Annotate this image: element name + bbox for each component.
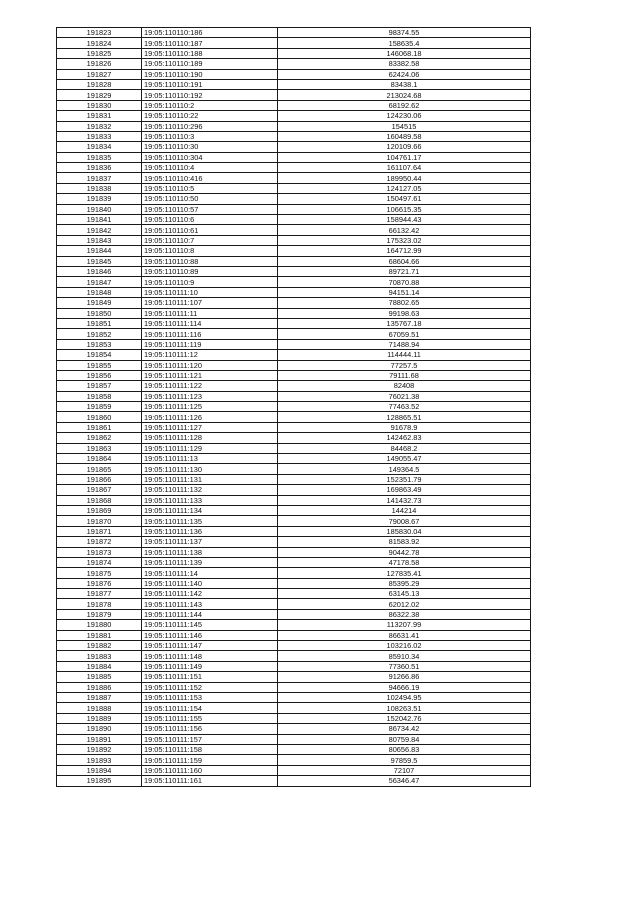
row-number-cell: 191841	[57, 215, 142, 225]
value-cell: 213024.68	[278, 90, 531, 100]
table-row	[57, 412, 531, 422]
cadastral-number-cell: 19:05:110111:137	[142, 537, 278, 547]
value-cell: 86631.41	[278, 630, 531, 640]
row-number-cell: 191859	[57, 402, 142, 412]
row-number-cell: 191855	[57, 360, 142, 370]
value-cell: 79008.67	[278, 516, 531, 526]
value-cell: 144214	[278, 505, 531, 515]
value-cell: 160489.58	[278, 131, 531, 141]
cadastral-number-cell: 19:05:110111:152	[142, 682, 278, 692]
row-number-cell: 191886	[57, 682, 142, 692]
value-cell: 146068.18	[278, 48, 531, 58]
row-number-cell: 191828	[57, 79, 142, 89]
cadastral-number-cell: 19:05:110111:13	[142, 454, 278, 464]
table-row	[57, 454, 531, 464]
cadastral-number-cell: 19:05:110111:128	[142, 433, 278, 443]
cadastral-number-cell: 19:05:110110:304	[142, 152, 278, 162]
cadastral-number-cell: 19:05:110111:131	[142, 474, 278, 484]
table-row	[57, 79, 531, 89]
table-row	[57, 370, 531, 380]
table-row	[57, 557, 531, 567]
table-row	[57, 402, 531, 412]
table-row	[57, 69, 531, 79]
table-row	[57, 339, 531, 349]
value-cell: 154515	[278, 121, 531, 131]
cadastral-number-cell: 19:05:110111:155	[142, 713, 278, 723]
cadastral-number-cell: 19:05:110111:107	[142, 298, 278, 308]
cadastral-number-cell: 19:05:110110:4	[142, 163, 278, 173]
table-row	[57, 277, 531, 287]
row-number-cell: 191845	[57, 256, 142, 266]
table-row	[57, 776, 531, 786]
table-row	[57, 464, 531, 474]
value-cell: 106615.35	[278, 204, 531, 214]
value-cell: 103216.02	[278, 641, 531, 651]
cadastral-number-cell: 19:05:110111:127	[142, 422, 278, 432]
value-cell: 120109.66	[278, 142, 531, 152]
cadastral-number-cell: 19:05:110111:144	[142, 609, 278, 619]
value-cell: 94666.19	[278, 682, 531, 692]
table-row	[57, 38, 531, 48]
row-number-cell: 191850	[57, 308, 142, 318]
table-row	[57, 266, 531, 276]
value-cell: 158635.4	[278, 38, 531, 48]
table-row	[57, 225, 531, 235]
value-cell: 85395.29	[278, 578, 531, 588]
cadastral-number-cell: 19:05:110111:154	[142, 703, 278, 713]
row-number-cell: 191846	[57, 266, 142, 276]
value-cell: 175323.02	[278, 235, 531, 245]
value-cell: 78802.65	[278, 298, 531, 308]
table-row	[57, 215, 531, 225]
row-number-cell: 191823	[57, 28, 142, 38]
value-cell: 94151.14	[278, 287, 531, 297]
table-row	[57, 630, 531, 640]
value-cell: 161107.64	[278, 163, 531, 173]
table-row	[57, 599, 531, 609]
table-row	[57, 142, 531, 152]
row-number-cell: 191871	[57, 526, 142, 536]
table-row	[57, 350, 531, 360]
cadastral-number-cell: 19:05:110111:160	[142, 765, 278, 775]
value-cell: 56346.47	[278, 776, 531, 786]
value-cell: 86322.38	[278, 609, 531, 619]
cadastral-number-cell: 19:05:110111:10	[142, 287, 278, 297]
row-number-cell: 191866	[57, 474, 142, 484]
value-cell: 99198.63	[278, 308, 531, 318]
value-cell: 77257.5	[278, 360, 531, 370]
table-row	[57, 100, 531, 110]
value-cell: 113207.99	[278, 620, 531, 630]
cadastral-number-cell: 19:05:110111:126	[142, 412, 278, 422]
value-cell: 142462.83	[278, 433, 531, 443]
cadastral-number-cell: 19:05:110111:120	[142, 360, 278, 370]
row-number-cell: 191877	[57, 589, 142, 599]
cadastral-number-cell: 19:05:110111:142	[142, 589, 278, 599]
cadastral-number-cell: 19:05:110110:5	[142, 183, 278, 193]
cadastral-number-cell: 19:05:110111:135	[142, 516, 278, 526]
value-cell: 62424.06	[278, 69, 531, 79]
cadastral-number-cell: 19:05:110110:9	[142, 277, 278, 287]
value-cell: 124230.06	[278, 111, 531, 121]
table-row	[57, 204, 531, 214]
row-number-cell: 191824	[57, 38, 142, 48]
row-number-cell: 191856	[57, 370, 142, 380]
value-cell: 90442.78	[278, 547, 531, 557]
row-number-cell: 191847	[57, 277, 142, 287]
value-cell: 152351.79	[278, 474, 531, 484]
row-number-cell: 191865	[57, 464, 142, 474]
cadastral-number-cell: 19:05:110111:114	[142, 318, 278, 328]
table-row	[57, 765, 531, 775]
row-number-cell: 191830	[57, 100, 142, 110]
cadastral-number-cell: 19:05:110110:296	[142, 121, 278, 131]
table-row	[57, 111, 531, 121]
value-cell: 127835.41	[278, 568, 531, 578]
cadastral-number-cell: 19:05:110110:8	[142, 246, 278, 256]
row-number-cell: 191849	[57, 298, 142, 308]
row-number-cell: 191893	[57, 755, 142, 765]
table-row	[57, 433, 531, 443]
value-cell: 108263.51	[278, 703, 531, 713]
value-cell: 80759.84	[278, 734, 531, 744]
table-row	[57, 152, 531, 162]
row-number-cell: 191857	[57, 381, 142, 391]
row-number-cell: 191875	[57, 568, 142, 578]
cadastral-number-cell: 19:05:110111:161	[142, 776, 278, 786]
row-number-cell: 191861	[57, 422, 142, 432]
value-cell: 67059.51	[278, 329, 531, 339]
row-number-cell: 191853	[57, 339, 142, 349]
cadastral-number-cell: 19:05:110111:14	[142, 568, 278, 578]
table-row	[57, 443, 531, 453]
row-number-cell: 191851	[57, 318, 142, 328]
row-number-cell: 191862	[57, 433, 142, 443]
value-cell: 135767.18	[278, 318, 531, 328]
value-cell: 84468.2	[278, 443, 531, 453]
value-cell: 86734.42	[278, 724, 531, 734]
table-body	[57, 28, 531, 787]
table-row	[57, 246, 531, 256]
table-row	[57, 672, 531, 682]
cadastral-number-cell: 19:05:110110:30	[142, 142, 278, 152]
table-row	[57, 381, 531, 391]
value-cell: 185830.04	[278, 526, 531, 536]
row-number-cell: 191880	[57, 620, 142, 630]
value-cell: 114444.11	[278, 350, 531, 360]
cadastral-number-cell: 19:05:110111:146	[142, 630, 278, 640]
cadastral-number-cell: 19:05:110110:2	[142, 100, 278, 110]
table-row	[57, 235, 531, 245]
value-cell: 83438.1	[278, 79, 531, 89]
cadastral-number-cell: 19:05:110111:125	[142, 402, 278, 412]
value-cell: 164712.99	[278, 246, 531, 256]
table-row	[57, 298, 531, 308]
table-row	[57, 329, 531, 339]
table-row	[57, 713, 531, 723]
table-row	[57, 360, 531, 370]
table-row	[57, 568, 531, 578]
row-number-cell: 191832	[57, 121, 142, 131]
row-number-cell: 191839	[57, 194, 142, 204]
table-row	[57, 163, 531, 173]
cadastral-number-cell: 19:05:110111:140	[142, 578, 278, 588]
row-number-cell: 191874	[57, 557, 142, 567]
table-row	[57, 422, 531, 432]
row-number-cell: 191884	[57, 661, 142, 671]
cadastral-number-cell: 19:05:110110:89	[142, 266, 278, 276]
table-row	[57, 589, 531, 599]
table-row	[57, 256, 531, 266]
cadastral-number-cell: 19:05:110110:190	[142, 69, 278, 79]
value-cell: 47178.58	[278, 557, 531, 567]
table-row	[57, 391, 531, 401]
cadastral-number-cell: 19:05:110111:11	[142, 308, 278, 318]
value-cell: 169863.49	[278, 485, 531, 495]
value-cell: 81583.92	[278, 537, 531, 547]
row-number-cell: 191891	[57, 734, 142, 744]
row-number-cell: 191887	[57, 693, 142, 703]
cadastral-number-cell: 19:05:110111:157	[142, 734, 278, 744]
table-row	[57, 485, 531, 495]
row-number-cell: 191835	[57, 152, 142, 162]
value-cell: 149055.47	[278, 454, 531, 464]
cadastral-number-cell: 19:05:110110:189	[142, 59, 278, 69]
table-row	[57, 682, 531, 692]
cadastral-number-cell: 19:05:110111:138	[142, 547, 278, 557]
cadastral-number-cell: 19:05:110111:136	[142, 526, 278, 536]
cadastral-number-cell: 19:05:110110:3	[142, 131, 278, 141]
cadastral-number-cell: 19:05:110111:153	[142, 693, 278, 703]
row-number-cell: 191888	[57, 703, 142, 713]
table-row	[57, 537, 531, 547]
cadastral-number-cell: 19:05:110111:156	[142, 724, 278, 734]
table-row	[57, 734, 531, 744]
table-row	[57, 495, 531, 505]
value-cell: 85910.34	[278, 651, 531, 661]
value-cell: 97859.5	[278, 755, 531, 765]
row-number-cell: 191867	[57, 485, 142, 495]
cadastral-number-cell: 19:05:110110:57	[142, 204, 278, 214]
cadastral-number-cell: 19:05:110111:149	[142, 661, 278, 671]
cadastral-number-cell: 19:05:110111:119	[142, 339, 278, 349]
value-cell: 83382.58	[278, 59, 531, 69]
cadastral-number-cell: 19:05:110110:188	[142, 48, 278, 58]
value-cell: 98374.55	[278, 28, 531, 38]
value-cell: 68604.66	[278, 256, 531, 266]
row-number-cell: 191864	[57, 454, 142, 464]
cadastral-number-cell: 19:05:110110:416	[142, 173, 278, 183]
row-number-cell: 191837	[57, 173, 142, 183]
cadastral-number-cell: 19:05:110111:139	[142, 557, 278, 567]
row-number-cell: 191838	[57, 183, 142, 193]
cadastral-number-cell: 19:05:110111:159	[142, 755, 278, 765]
cadastral-number-cell: 19:05:110110:7	[142, 235, 278, 245]
cadastral-number-cell: 19:05:110110:61	[142, 225, 278, 235]
table-row	[57, 28, 531, 38]
row-number-cell: 191873	[57, 547, 142, 557]
table-row	[57, 693, 531, 703]
table-row	[57, 609, 531, 619]
row-number-cell: 191843	[57, 235, 142, 245]
row-number-cell: 191827	[57, 69, 142, 79]
table-row	[57, 724, 531, 734]
cadastral-number-cell: 19:05:110110:192	[142, 90, 278, 100]
cadastral-number-cell: 19:05:110111:132	[142, 485, 278, 495]
table-row	[57, 505, 531, 515]
row-number-cell: 191860	[57, 412, 142, 422]
value-cell: 62012.02	[278, 599, 531, 609]
row-number-cell: 191879	[57, 609, 142, 619]
value-cell: 68192.62	[278, 100, 531, 110]
row-number-cell: 191895	[57, 776, 142, 786]
table-row	[57, 173, 531, 183]
value-cell: 80656.83	[278, 744, 531, 754]
row-number-cell: 191890	[57, 724, 142, 734]
row-number-cell: 191825	[57, 48, 142, 58]
value-cell: 102494.95	[278, 693, 531, 703]
row-number-cell: 191844	[57, 246, 142, 256]
table-row	[57, 308, 531, 318]
row-number-cell: 191872	[57, 537, 142, 547]
table-row	[57, 526, 531, 536]
row-number-cell: 191826	[57, 59, 142, 69]
value-cell: 66132.42	[278, 225, 531, 235]
row-number-cell: 191869	[57, 505, 142, 515]
row-number-cell: 191881	[57, 630, 142, 640]
cadastral-number-cell: 19:05:110111:148	[142, 651, 278, 661]
table-row	[57, 59, 531, 69]
value-cell: 91678.9	[278, 422, 531, 432]
value-cell: 149364.5	[278, 464, 531, 474]
row-number-cell: 191854	[57, 350, 142, 360]
table-row	[57, 121, 531, 131]
cadastral-number-cell: 19:05:110111:158	[142, 744, 278, 754]
table-row	[57, 90, 531, 100]
row-number-cell: 191878	[57, 599, 142, 609]
table-row	[57, 651, 531, 661]
row-number-cell: 191840	[57, 204, 142, 214]
value-cell: 150497.61	[278, 194, 531, 204]
row-number-cell: 191870	[57, 516, 142, 526]
cadastral-number-cell: 19:05:110111:121	[142, 370, 278, 380]
cadastral-number-cell: 19:05:110110:6	[142, 215, 278, 225]
table-row	[57, 516, 531, 526]
cadastral-number-cell: 19:05:110111:134	[142, 505, 278, 515]
cadastral-number-cell: 19:05:110111:130	[142, 464, 278, 474]
table-row	[57, 318, 531, 328]
row-number-cell: 191863	[57, 443, 142, 453]
value-cell: 91266.86	[278, 672, 531, 682]
cadastral-number-cell: 19:05:110110:50	[142, 194, 278, 204]
cadastral-number-cell: 19:05:110110:187	[142, 38, 278, 48]
value-cell: 63145.13	[278, 589, 531, 599]
table-row	[57, 661, 531, 671]
table-row	[57, 755, 531, 765]
row-number-cell: 191848	[57, 287, 142, 297]
row-number-cell: 191892	[57, 744, 142, 754]
cadastral-number-cell: 19:05:110111:145	[142, 620, 278, 630]
row-number-cell: 191829	[57, 90, 142, 100]
cadastral-number-cell: 19:05:110111:133	[142, 495, 278, 505]
value-cell: 89721.71	[278, 266, 531, 276]
row-number-cell: 191876	[57, 578, 142, 588]
value-cell: 76021.38	[278, 391, 531, 401]
table-row	[57, 131, 531, 141]
value-cell: 79111.68	[278, 370, 531, 380]
table-row	[57, 620, 531, 630]
row-number-cell: 191852	[57, 329, 142, 339]
value-cell: 82408	[278, 381, 531, 391]
row-number-cell: 191894	[57, 765, 142, 775]
row-number-cell: 191833	[57, 131, 142, 141]
cadastral-number-cell: 19:05:110111:122	[142, 381, 278, 391]
cadastral-number-cell: 19:05:110111:116	[142, 329, 278, 339]
value-cell: 189950.44	[278, 173, 531, 183]
cadastral-number-cell: 19:05:110111:12	[142, 350, 278, 360]
cadastral-value-table	[56, 27, 531, 787]
value-cell: 77463.52	[278, 402, 531, 412]
row-number-cell: 191868	[57, 495, 142, 505]
table-row	[57, 547, 531, 557]
cadastral-number-cell: 19:05:110111:147	[142, 641, 278, 651]
value-cell: 77360.51	[278, 661, 531, 671]
row-number-cell: 191834	[57, 142, 142, 152]
cadastral-number-cell: 19:05:110110:22	[142, 111, 278, 121]
cadastral-number-cell: 19:05:110111:129	[142, 443, 278, 453]
cadastral-number-cell: 19:05:110111:123	[142, 391, 278, 401]
value-cell: 141432.73	[278, 495, 531, 505]
row-number-cell: 191883	[57, 651, 142, 661]
row-number-cell: 191885	[57, 672, 142, 682]
cadastral-number-cell: 19:05:110111:143	[142, 599, 278, 609]
row-number-cell: 191882	[57, 641, 142, 651]
cadastral-number-cell: 19:05:110110:88	[142, 256, 278, 266]
value-cell: 152042.76	[278, 713, 531, 723]
table-row	[57, 578, 531, 588]
cadastral-number-cell: 19:05:110111:151	[142, 672, 278, 682]
row-number-cell: 191836	[57, 163, 142, 173]
value-cell: 70870.88	[278, 277, 531, 287]
value-cell: 158944.43	[278, 215, 531, 225]
value-cell: 124127.05	[278, 183, 531, 193]
row-number-cell: 191842	[57, 225, 142, 235]
row-number-cell: 191831	[57, 111, 142, 121]
value-cell: 72107	[278, 765, 531, 775]
row-number-cell: 191889	[57, 713, 142, 723]
cadastral-number-cell: 19:05:110110:191	[142, 79, 278, 89]
table-row	[57, 183, 531, 193]
value-cell: 71488.94	[278, 339, 531, 349]
table-row	[57, 48, 531, 58]
value-cell: 128865.51	[278, 412, 531, 422]
row-number-cell: 191858	[57, 391, 142, 401]
table-row	[57, 641, 531, 651]
table-row	[57, 474, 531, 484]
table-row	[57, 703, 531, 713]
cadastral-number-cell: 19:05:110110:186	[142, 28, 278, 38]
table-row	[57, 744, 531, 754]
value-cell: 104761.17	[278, 152, 531, 162]
table-row	[57, 287, 531, 297]
table-row	[57, 194, 531, 204]
